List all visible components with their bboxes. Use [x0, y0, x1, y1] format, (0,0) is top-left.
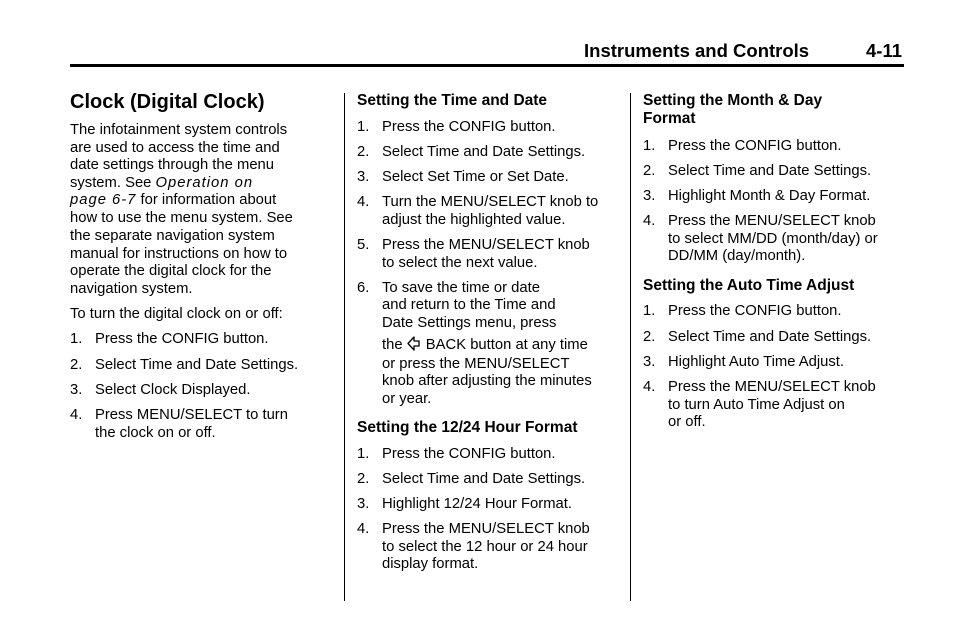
list-text: Select Time and Date Settings. [668, 163, 872, 179]
list-number: 6. [357, 280, 370, 296]
list-text: Highlight 12/24 Hour Format. [382, 496, 572, 512]
section-heading: Setting the Auto Time Adjust [643, 277, 855, 294]
list-text: and return to the Time and [382, 297, 556, 313]
header-rule [70, 64, 904, 67]
section-heading: Setting the Time and Date [357, 92, 548, 109]
list-text: or year. [382, 391, 432, 407]
list-text: to select MM/DD (month/day) or [668, 231, 878, 247]
intro-line [70, 192, 276, 210]
list-number: 2. [357, 471, 370, 487]
list-number: 4. [70, 407, 83, 423]
list-text: Press the CONFIG button. [382, 119, 556, 135]
list-text: display format. [382, 556, 479, 572]
list-text: adjust the highlighted value. [382, 212, 566, 228]
list-text: Press the MENU/SELECT knob [382, 521, 590, 537]
back-arrow-icon [407, 336, 420, 357]
list-text: to turn Auto Time Adjust on [668, 397, 845, 413]
list-text: Select Time and Date Settings. [382, 144, 586, 160]
list-text: Press the CONFIG button. [668, 138, 842, 154]
list-text: Press MENU/SELECT to turn [95, 407, 288, 423]
list-number: 3. [643, 354, 656, 370]
list-number: 2. [357, 144, 370, 160]
list-number: 1. [643, 138, 656, 154]
list-number: 1. [357, 119, 370, 135]
list-text: Select Time and Date Settings. [668, 329, 872, 345]
list-text: Press the MENU/SELECT knob [382, 237, 590, 253]
intro-line: manual for instructions on how to [70, 246, 288, 262]
list-text: Date Settings menu, press [382, 315, 557, 331]
intro-line: navigation system. [70, 281, 193, 297]
list-text-fragment: BACK button at any time [421, 337, 588, 353]
cross-reference-link[interactable]: Operation on [155, 175, 254, 191]
list-number: 1. [70, 331, 83, 347]
section-heading: Setting the Month & Day [643, 92, 823, 109]
list-text: or press the MENU/SELECT [382, 356, 570, 372]
list-text: Turn the MENU/SELECT knob to [382, 194, 599, 210]
list-number: 2. [70, 357, 83, 373]
intro-text: system. See [70, 175, 156, 191]
list-text: the clock on or off. [95, 425, 216, 441]
cross-reference-link[interactable]: page 6-7 [70, 192, 137, 208]
intro-line: how to use the menu system. See [70, 210, 293, 226]
list-number: 3. [643, 188, 656, 204]
list-text: To save the time or date [382, 280, 540, 296]
list-text: Press the CONFIG button. [95, 331, 269, 347]
list-number: 4. [643, 379, 656, 395]
list-text: to select the 12 hour or 24 hour [382, 539, 588, 555]
list-text: Press the MENU/SELECT knob [668, 379, 876, 395]
list-text: Highlight Auto Time Adjust. [668, 354, 845, 370]
list-text: Select Time and Date Settings. [95, 357, 299, 373]
list-number: 3. [357, 496, 370, 512]
list-text [382, 336, 588, 357]
list-text: to select the next value. [382, 255, 538, 271]
list-number: 2. [643, 329, 656, 345]
list-text: Select Time and Date Settings. [382, 471, 586, 487]
list-number: 4. [357, 194, 370, 210]
list-number: 4. [643, 213, 656, 229]
list-number: 1. [643, 303, 656, 319]
list-text: Highlight Month & Day Format. [668, 188, 871, 204]
section-heading: Format [643, 110, 696, 127]
list-text: Press the CONFIG button. [382, 446, 556, 462]
page-number: 4-11 [866, 40, 903, 61]
intro-line: date settings through the menu [70, 157, 275, 173]
list-number: 4. [357, 521, 370, 537]
running-header-title: Instruments and Controls [584, 40, 810, 61]
list-text: Select Clock Displayed. [95, 382, 251, 398]
list-text: Press the MENU/SELECT knob [668, 213, 876, 229]
intro-line [70, 175, 253, 193]
intro-line: the separate navigation system [70, 228, 275, 244]
intro-line: operate the digital clock for the [70, 263, 272, 279]
list-text: Select Set Time or Set Date. [382, 169, 569, 185]
section-heading: Setting the 12/24 Hour Format [357, 419, 578, 436]
list-text: Press the CONFIG button. [668, 303, 842, 319]
intro-line: are used to access the time and [70, 140, 280, 156]
list-number: 1. [357, 446, 370, 462]
list-text: or off. [668, 414, 706, 430]
intro-text: for information about [136, 192, 277, 208]
column-divider [630, 93, 631, 601]
column-divider [344, 93, 345, 601]
intro-line: The infotainment system controls [70, 122, 288, 138]
section-heading: Clock (Digital Clock) [70, 91, 265, 113]
list-number: 3. [357, 169, 370, 185]
list-number: 5. [357, 237, 370, 253]
list-text-fragment: the [382, 337, 407, 353]
list-number: 3. [70, 382, 83, 398]
list-number: 2. [643, 163, 656, 179]
paragraph: To turn the digital clock on or off: [70, 306, 283, 322]
list-text: DD/MM (day/month). [668, 248, 806, 264]
list-text: knob after adjusting the minutes [382, 373, 592, 389]
